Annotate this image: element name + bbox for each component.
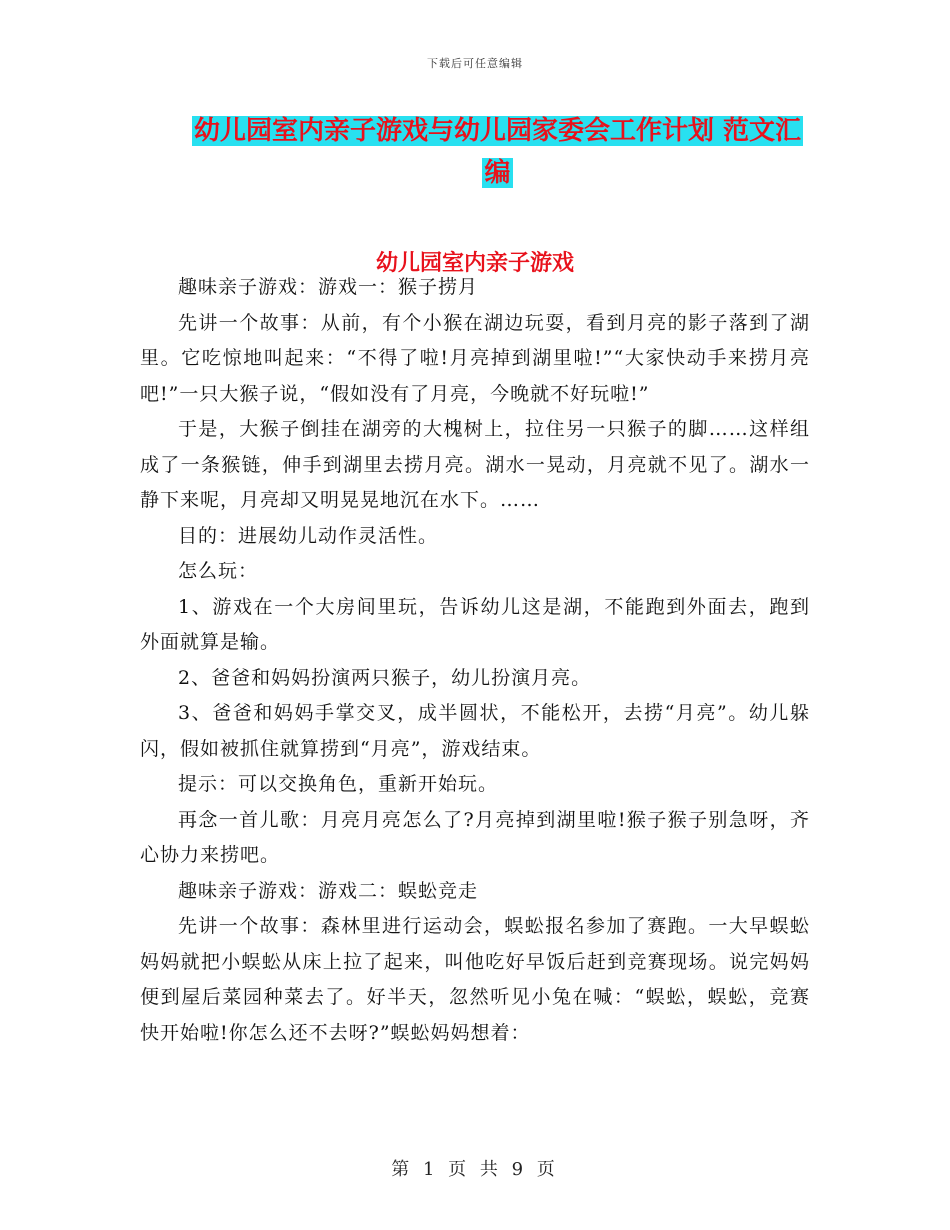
document-body — [140, 270, 810, 1051]
paragraph: 趣味亲子游戏：游戏二：蜈蚣竞走 — [178, 879, 479, 902]
document-title — [185, 110, 810, 194]
paragraph: 3、爸爸和妈妈手掌交叉，成半圆状，不能松开，去捞“月亮”。幼儿躲闪，假如被抓住就算捞到“月亮”，游戏结束。 — [140, 702, 810, 760]
paragraph: 2、爸爸和妈妈扮演两只猴子，幼儿扮演月亮。 — [178, 666, 592, 689]
paragraph: 目的：进展幼儿动作灵活性。 — [178, 524, 439, 547]
paragraph: 于是，大猴子倒挂在湖旁的大槐树上，拉住另一只猴子的脚……这样组成了一条猴链，伸手到湖里去捞月亮。湖水一晃动，月亮就不见了。湖水一静下来呢，月亮却又明晃晃地沉在水下。…… — [140, 418, 810, 511]
document-title-line1: 幼儿园室内亲子游戏与幼儿园家委会工作计划 范文汇 — [193, 116, 802, 146]
page-footer: 第 1 页 共 9 页 — [391, 1159, 559, 1180]
paragraph: 1、游戏在一个大房间里玩，告诉幼儿这是湖，不能跑到外面去，跑到外面就算是输。 — [140, 595, 810, 653]
paragraph: 提示：可以交换角色，重新开始玩。 — [178, 773, 499, 795]
paragraph: 趣味亲子游戏：游戏一：猴子捞月 — [178, 276, 479, 298]
paragraph: 再念一首儿歌：月亮月亮怎么了?月亮掉到湖里啦!猴子猴子别急呀，齐心协力来捞吧。 — [140, 808, 810, 866]
document-title-line2: 编 — [484, 158, 511, 188]
header-note: 下载后可任意编辑 — [427, 57, 523, 70]
paragraph: 先讲一个故事：从前，有个小猴在湖边玩耍，看到月亮的影子落到了湖里。它吃惊地叫起来：“不得了啦!月亮掉到湖里啦!”“大家快动手来捞月亮吧!”一只大猴子说，“假如没有了月亮，今晚就不好玩啦!” — [140, 311, 810, 405]
section-title: 幼儿园室内亲子游戏 — [375, 251, 574, 276]
paragraph: 怎么玩： — [178, 560, 259, 582]
paragraph: 先讲一个故事：森林里进行运动会，蜈蚣报名参加了赛跑。一大早蜈蚣妈妈就把小蜈蚣从床上拉了起来，叫他吃好早饭后赶到竞赛现场。说完妈妈便到屋后菜园种菜去了。好半天，忽然听见小兔在喊：“蜈蚣，蜈蚣，竞赛快开始啦!你怎么还不去呀?”蜈蚣妈妈想着： — [140, 915, 810, 1044]
